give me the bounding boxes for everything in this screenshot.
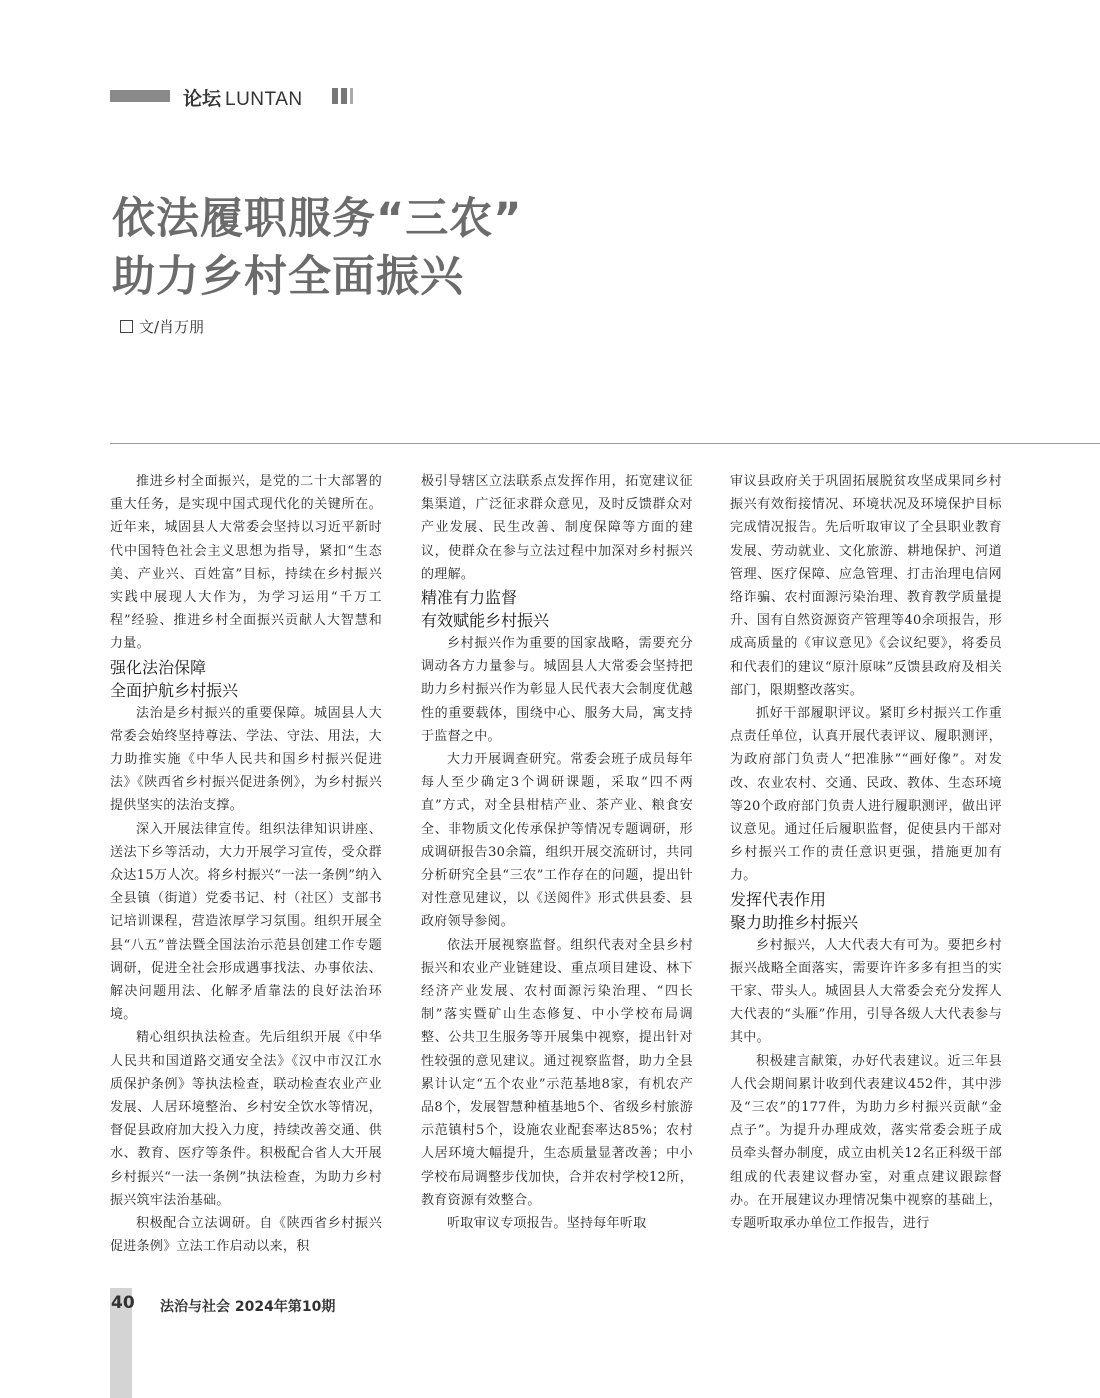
subheading: 发挥代表作用 xyxy=(730,889,827,909)
paragraph: 积极建言献策，办好代表建议。近三年县人代会期间累计收到代表建议452件，其中涉及“三农”的177件，为助力乡村振兴贡献“金点子”。为提升办理成效，落实常委会班子成员牵头督办制度，成立由机关12名正科级干部组成的代表建议督办室，对重点建议跟踪督办。在开展建议办理情况集中视察的基础上，专题听取承办单位工作报告，进行 xyxy=(730,1053,1002,1232)
header-divider xyxy=(110,443,1100,444)
subheading: 精准有力监督 xyxy=(421,588,518,608)
paragraph: 推进乡村全面振兴，是党的二十大部署的重大任务，是实现中国式现代化的关键所在。近年来，城固县人大常委会坚持以习近平新时代中国特色社会主义思想为指导，紧扣“生态美、产业兴、百姓富”目标，持续在乡村振兴实践中展现人大作为，为学习运用“千万工程”经验、推进乡村全面振兴贡献人大智慧和力量。 xyxy=(110,474,382,652)
journal-issue: 法治与社会 2024年第10期 xyxy=(160,1299,336,1315)
subheading: 全面护航乡村振兴 xyxy=(110,680,239,700)
paragraph: 积极配合立法调研。自《陕西省乡村振兴促进条例》立法工作启动以来，积 xyxy=(110,1216,382,1255)
paragraph: 法治是乡村振兴的重要保障。城固县人大常委会始终坚持尊法、学法、守法、用法，大力助推实施《中华人民共和国乡村振兴促进法》《陕西省乡村振兴促进条例》，为乡村振兴提供坚实的法治支撑。 xyxy=(110,705,382,814)
page-number: 40 xyxy=(111,1293,135,1313)
paragraph: 极引导辖区立法联系点发挥作用，拓宽建议征集渠道，广泛征求群众意见，及时反馈群众对产业发展、民生改善、制度保障等方面的建议，使群众在参与立法过程中加深对乡村振兴的理解。 xyxy=(421,474,693,582)
paragraph: 审议县政府关于巩固拓展脱贫攻坚成果同乡村振兴有效衔接情况、环境状况及环境保护目标完成情况报告。先后听取审议了全县职业教育发展、劳动就业、文化旅游、耕地保护、河道管理、医疗保障、应急管理、打击治理电信网络诈骗、农村面源污染治理、教育教学质量提升、国有自然资源资产管理等40余项报告，形成高质量的《审议意见》《会议纪要》，将委员和代表们的建议“原汁原味”反馈县政府及相关部门，限期整改落实。 xyxy=(730,474,1002,698)
paragraph: 听取审议专项报告。坚持每年听取 xyxy=(447,1216,647,1232)
paragraph: 乡村振兴，人大代表大有可为。要把乡村振兴战略全面落实，需要许许多多有担当的实干家、带头人。城固县人大常委会充分发挥人大代表的“头雁”作用，引导各级人大代表参与其中。 xyxy=(730,937,1002,1046)
article-column-2 xyxy=(421,470,693,1235)
paragraph: 深入开展法律宣传。组织法律知识讲座、送法下乡等活动，大力开展学习宣传，受众群众达15万人次。将乡村振兴“一法一条例”纳入全县镇（街道）党委书记、村（社区）支部书记培训课程，营造浓厚学习氛围。组织开展全县“八五”普法暨全国法治示范县创建工作专题调研，促进全社会形成遇事找法、办事依法、解决问题用法、化解矛盾靠法的良好法治环境。 xyxy=(110,821,382,1023)
section-label-cn: 论坛 xyxy=(183,88,222,110)
title-line-2: 助力乡村全面振兴 xyxy=(112,252,464,302)
article-title xyxy=(112,190,523,306)
section-label xyxy=(183,84,303,111)
paragraph: 依法开展视察监督。组织代表对全县乡村振兴和农业产业链建设、重点项目建设、林下经济产业发展、农村面源污染治理、“四长制”落实暨矿山生态修复、中小学校布局调整、公共卫生服务等开展集中视察，提出针对性较强的意见建议。通过视察监督，助力全县累计认定“五个农业”示范基地8家，有机农产品8个，发展智慧种植基地5个、省级乡村旅游示范镇村5个，设施农业配套率达85%；农村人居环境大幅提升，生态质量显著改善；中小学校布局调整步伐加快，合并农村学校12所，教育资源有效整合。 xyxy=(421,937,693,1208)
section-marker-bar xyxy=(110,90,170,102)
byline-box-icon xyxy=(120,320,133,333)
section-label-en: LUNTAN xyxy=(225,89,303,110)
subheading: 强化法治保障 xyxy=(110,657,207,677)
subheading: 有效赋能乡村振兴 xyxy=(421,611,550,631)
paragraph: 抓好干部履职评议。紧盯乡村振兴工作重点责任单位，认真开展代表评议、履职测评，为政府部门负责人“把准脉”“画好像”。对发改、农业农村、交通、民政、教体、生态环境等20个政府部门负责人进行履职测评，做出评议意见。通过任后履职监督，促使县内干部对乡村振兴工作的责任意识更强，措施更加有力。 xyxy=(730,706,1002,884)
title-line-1: 依法履职服务“三农” xyxy=(112,194,523,244)
section-decoration-bars xyxy=(332,88,356,107)
byline xyxy=(120,316,204,337)
paragraph: 乡村振兴作为重要的国家战略，需要充分调动各方力量参与。城固县人大常委会坚持把助力乡村振兴作为彰显人民代表大会制度优越性的重要载体，围绕中心、服务大局，寓支持于监督之中。 xyxy=(421,636,693,744)
paragraph: 精心组织执法检查。先后组织开展《中华人民共和国道路交通安全法》《汉中市汉江水质保护条例》等执法检查，联动检查农业产业发展、人居环境整治、乡村安全饮水等情况，督促县政府加大投入力度，持续改善交通、供水、教育、医疗等条件。积极配合省人大开展乡村振兴“一法一条例”执法检查，为助力乡村振兴筑牢法治基础。 xyxy=(110,1030,382,1208)
subheading: 聚力助推乡村振兴 xyxy=(730,912,859,932)
byline-author: 文/肖万朋 xyxy=(139,318,205,336)
article-column-1 xyxy=(110,470,382,1259)
article-column-3 xyxy=(730,470,1002,1235)
paragraph: 大力开展调查研究。常委会班子成员每年每人至少确定3个调研课题，采取“四不两直”方式，对全县柑桔产业、茶产业、粮食安全、非物质文化传承保护等情况专题调研，形成调研报告30余篇，组织开展交流研讨，共同分析研究全县“三农”工作存在的问题，提出针对性意见建议，以《送阅件》形式供县委、县政府领导参阅。 xyxy=(421,752,693,930)
